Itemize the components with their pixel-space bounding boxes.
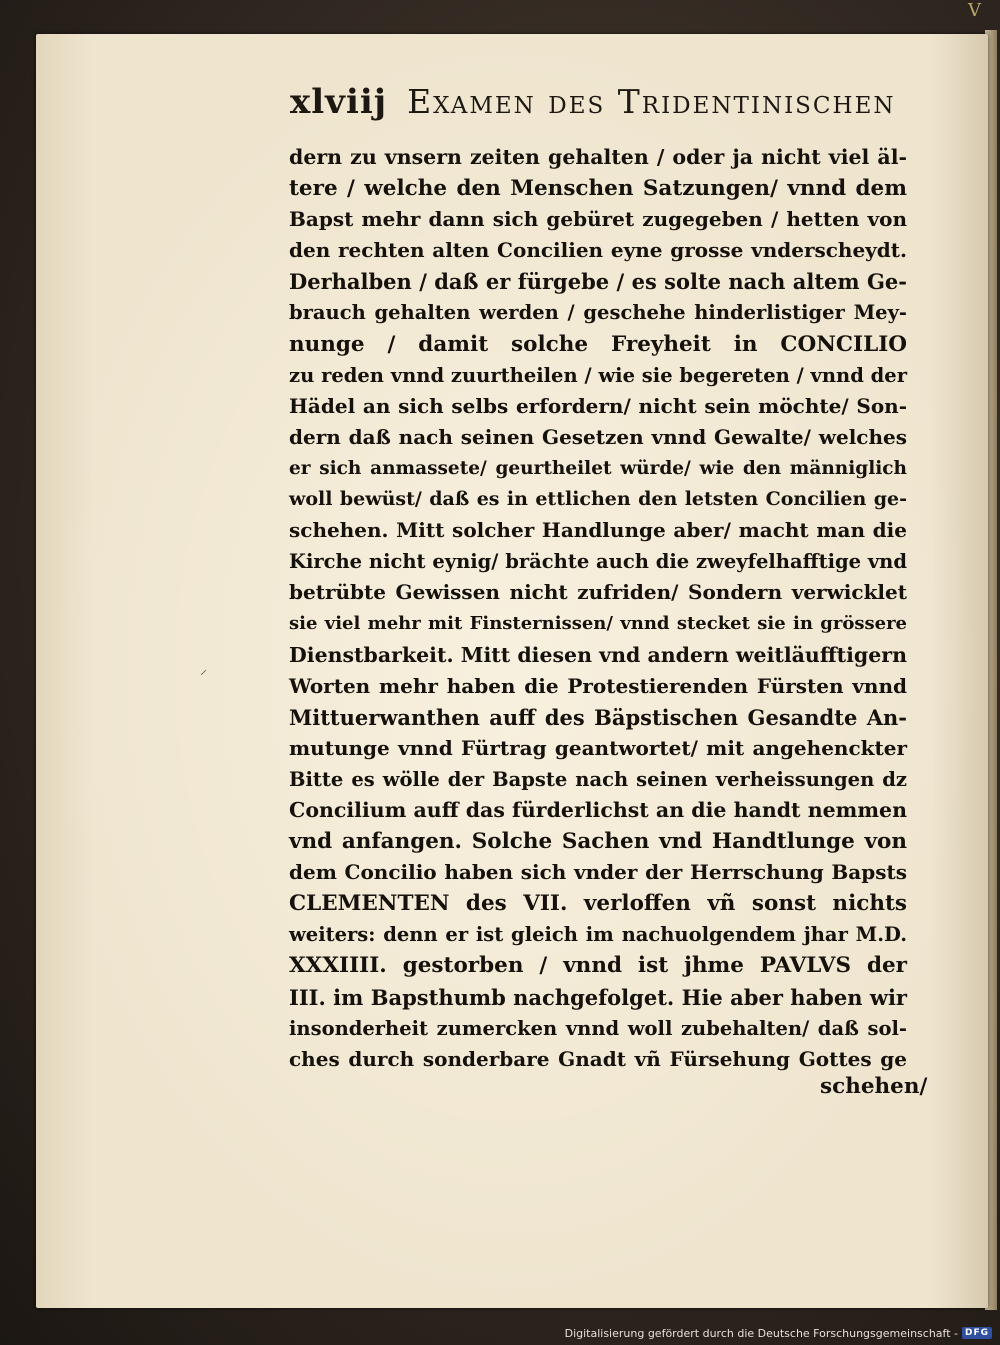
text-line: weiters: denn er ist gleich im nachuolgendem jhar M.D.: [289, 923, 907, 947]
text-line: den rechten alten Concilien eyne grosse vnderscheydt.: [289, 238, 907, 263]
text-line: III. im Bapsthumb nachgefolget. Hie aber haben wir: [289, 984, 907, 1010]
text-line: Derhalben / daß er fürgebe / es solte nach altem Ge-: [289, 269, 907, 295]
catchword: schehen/: [820, 1074, 928, 1099]
text-line: vnd anfangen. Solche Sachen vnd Handtlunge von: [289, 829, 907, 855]
text-line: mutunge vnnd Fürtrag geantwortet/ mit angehenckter: [289, 735, 907, 760]
corner-mark: V: [968, 0, 981, 21]
text-line: insonderheit zumercken vnnd woll zubehalten/ daß sol-: [289, 1016, 907, 1040]
text-line: Bapst mehr dann sich gebüret zugegeben / hetten von: [289, 207, 907, 232]
text-line: er sich anmassete/ geurtheilet würde/ wie den männiglich: [289, 457, 907, 479]
text-line: dem Concilio haben sich vnder der Herrschung Bapsts: [289, 860, 907, 885]
folio-number: xlviij: [290, 82, 388, 122]
text-line: Concilium auff das fürderlichst an die handt nemmen: [289, 797, 907, 822]
text-line: ches durch sonderbare Gnadt vñ Fürsehung Gottes ge: [289, 1046, 907, 1071]
ink-blot: ⸝: [200, 662, 207, 678]
text-line: dern zu vnsern zeiten gehalten / oder ja nicht viel äl-: [289, 145, 907, 169]
text-line: woll bewüst/ daß es in ettlichen den letsten Concilien ge-: [289, 488, 907, 511]
text-line: Worten mehr haben die Protestierenden Fürsten vnnd: [289, 673, 907, 698]
dfg-logo: DFG: [962, 1327, 992, 1339]
text-line: Kirche nicht eynig/ brächte auch die zweyfelhafftige vnd: [289, 550, 907, 574]
text-line: tere / welche den Menschen Satzungen/ vnnd dem: [289, 176, 907, 202]
text-line: Mittuerwanthen auff des Bäpstischen Gesandte An-: [289, 704, 907, 730]
text-line: CLEMENTEN des VII. verloffen vñ sonst nichts: [289, 891, 907, 917]
text-line: XXXIIII. gestorben / vnnd ist jhme PAVLVS der: [289, 953, 907, 979]
text-line: zu reden vnnd zuurtheilen / wie sie begereten / vnnd der: [289, 363, 907, 387]
text-line: Bitte es wölle der Bapste nach seinen verheissungen dz: [289, 767, 907, 791]
text-line: schehen. Mitt solcher Handlunge aber/ macht man die: [289, 518, 907, 543]
digitization-credit: [560, 1325, 992, 1341]
text-line: dern daß nach seinen Gesetzen vnnd Gewalte/ welches: [289, 424, 907, 449]
text-line: Dienstbarkeit. Mitt diesen vnd andern weitläufftigern: [289, 642, 907, 667]
credit-text: Digitalisierung gefördert durch die Deutsche Forschungsgemeinschaft -: [564, 1326, 958, 1340]
running-title: Examen des Tridentinischen: [407, 82, 896, 121]
body-text: [289, 142, 907, 1075]
text-line: nunge / damit solche Freyheit in CONCILIO: [289, 331, 907, 357]
text-line: brauch gehalten werden / geschehe hinderlistiger Mey-: [289, 301, 907, 325]
text-line: Hädel an sich selbs erfordern/ nicht sein möchte/ Son-: [289, 393, 907, 418]
text-line: betrübte Gewissen nicht zufriden/ Sondern verwicklet: [289, 580, 907, 605]
running-header: [290, 82, 900, 132]
text-line: sie viel mehr mit Finsternissen/ vnnd stecket sie in grössere: [289, 613, 907, 635]
